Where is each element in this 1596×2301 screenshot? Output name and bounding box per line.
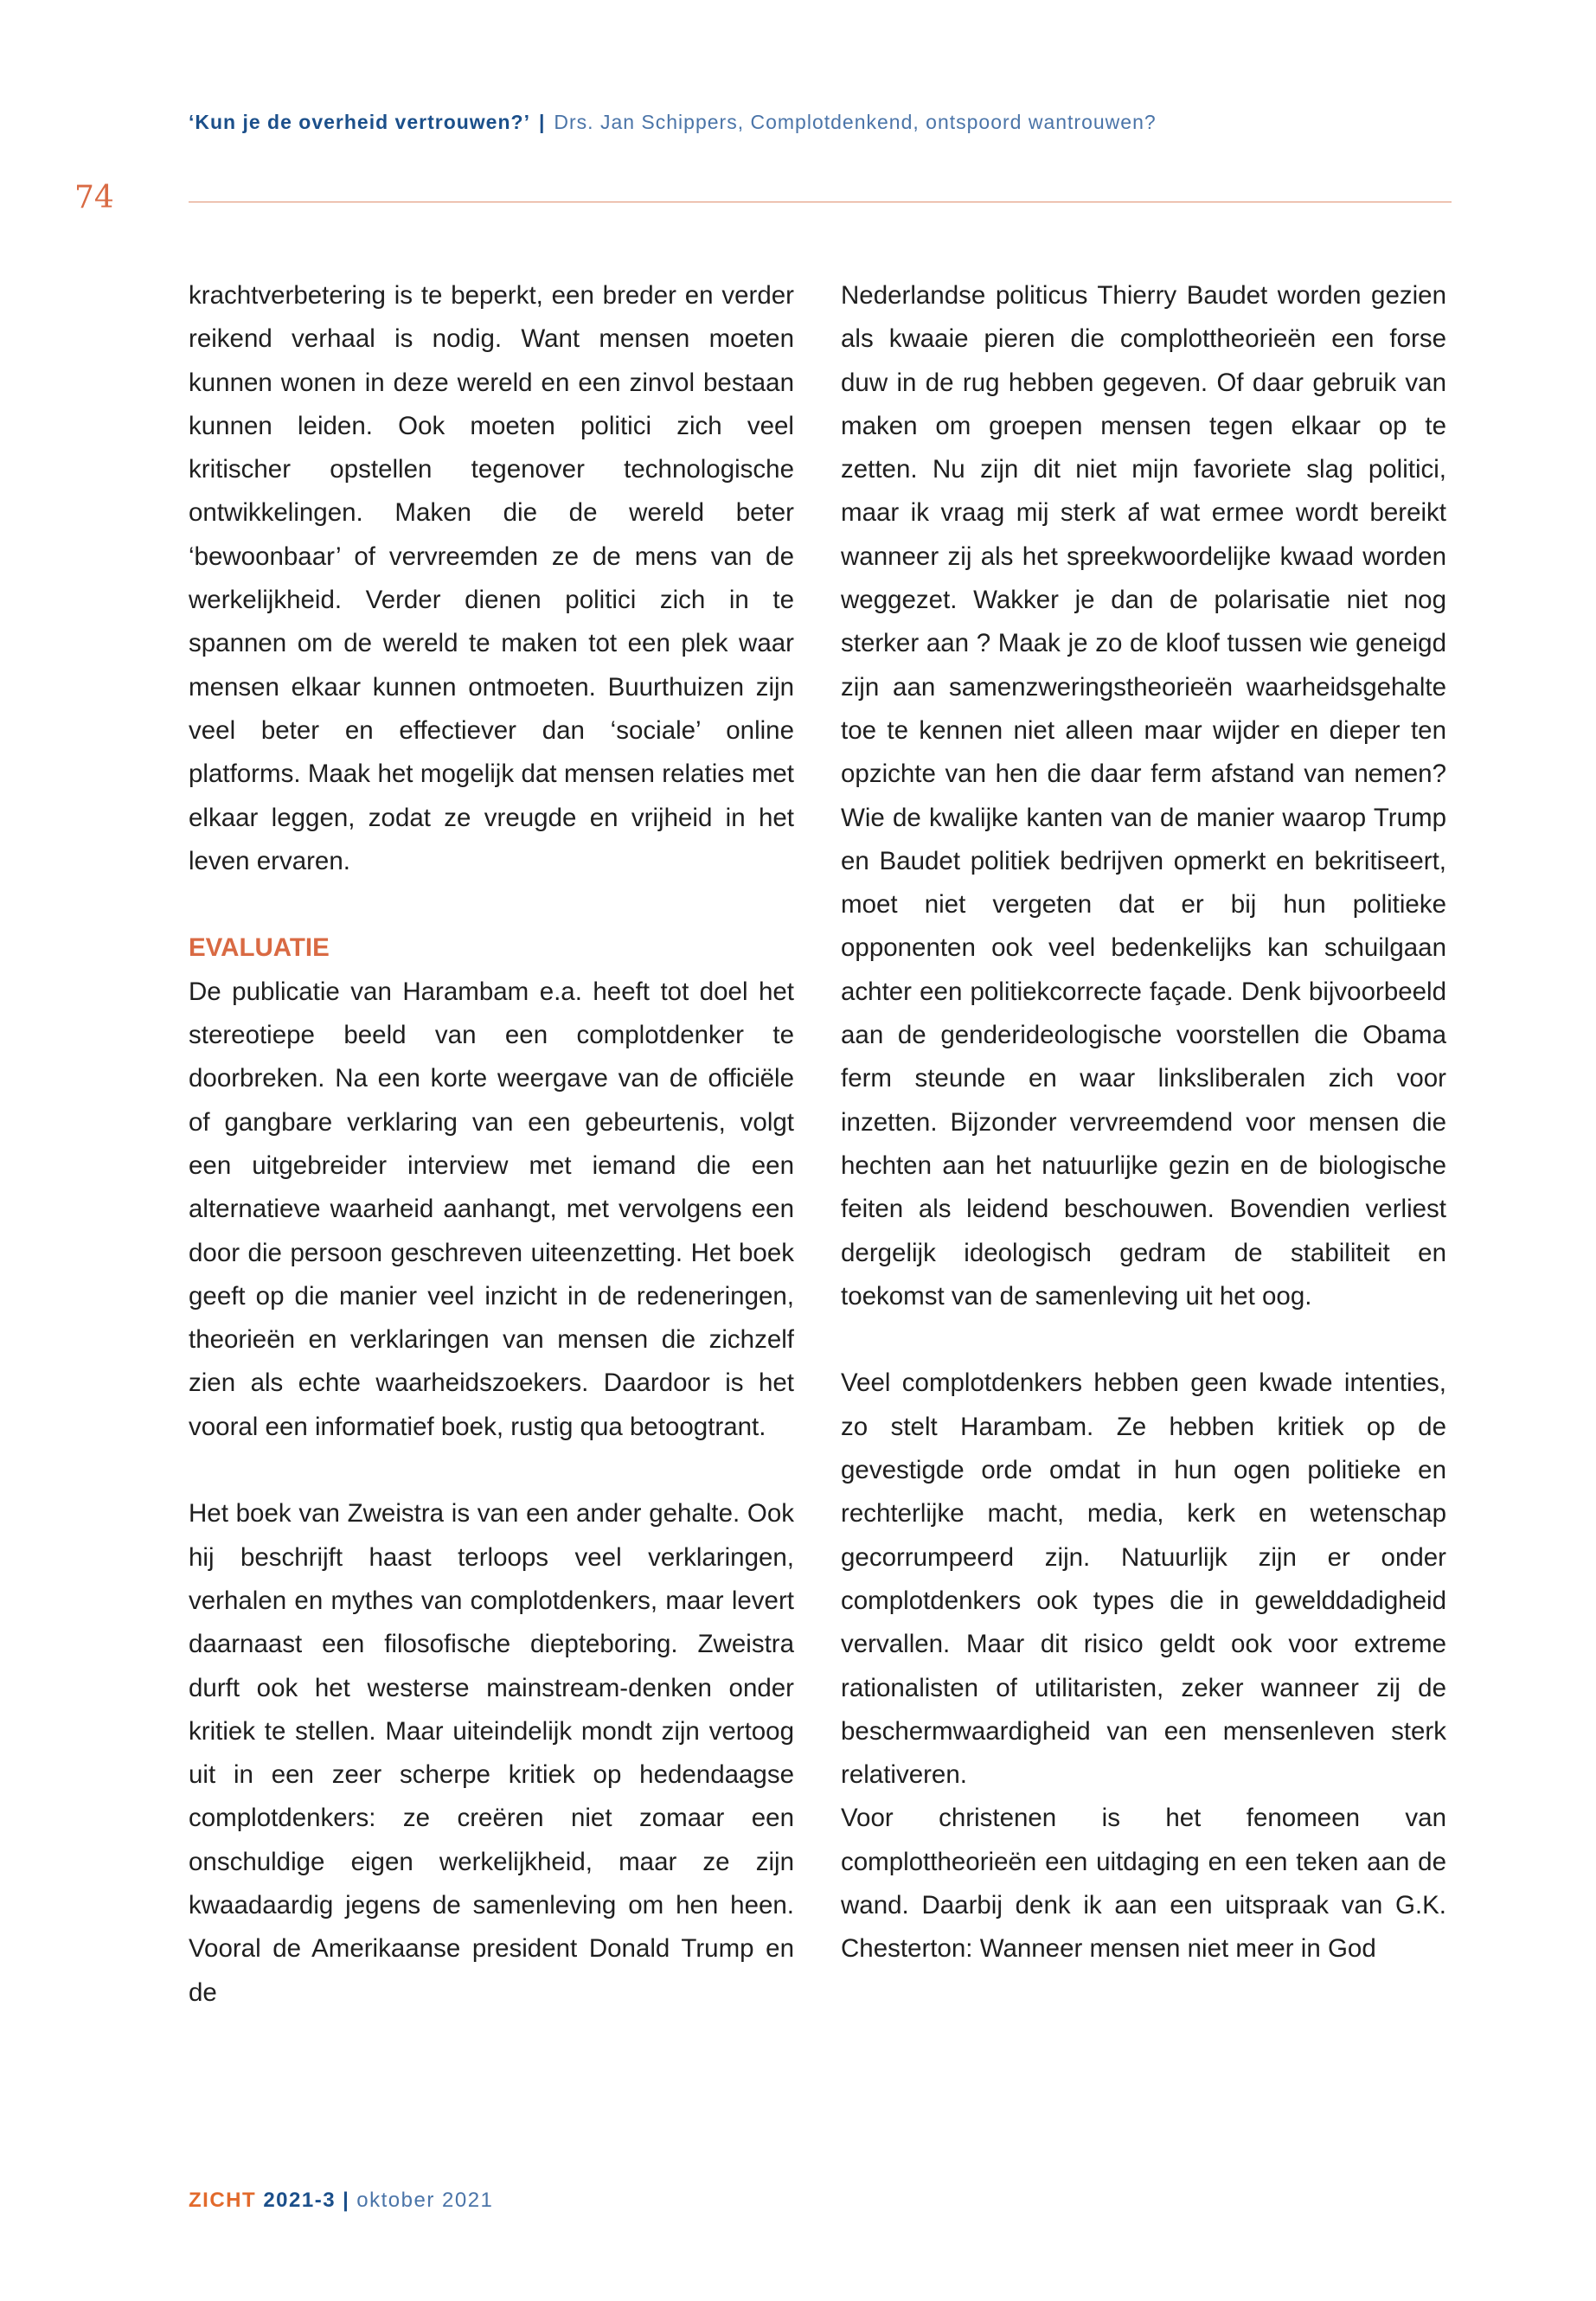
footer-date: oktober 2021: [356, 2189, 494, 2212]
header-subtitle: Drs. Jan Schippers, Complotdenkend, ontspoord wantrouwen?: [554, 111, 1157, 133]
footer-brand: ZICHT: [189, 2189, 257, 2212]
right-paragraph-1: Nederlandse politicus Thierry Baudet worden gezien als kwaaie pieren die complottheorieën een forse duw in de rug hebben gegeven. Of daar gebruik van maken om groepen mensen tegen elkaar op te zetten. Nu zijn dit niet mijn favoriete slag politici, maar ik vraag mij sterk af wat ermee wordt bereikt wanneer zij als het spreekwoordelijke kwaad worden weggezet. Wakker je dan de polarisatie niet nog sterker aan ? Maak je zo de kloof tussen wie geneigd zijn aan samenzweringstheorieën waarheidsgehalte toe te kennen niet alleen maar wijder en dieper ten opzichte van hen die daar ferm afstand van nemen? Wie de kwalijke kanten van de manier waarop Trump en Baudet politiek bedrijven opmerkt en bekritiseert, moet niet vergeten dat er bij hun politieke opponenten ook veel bedenkelijks kan schuilgaan achter een politiekcorrecte façade. Denk bijvoorbeeld aan de genderideologische voorstellen die Obama ferm steunde en waar linksliberalen zich voor inzetten. Bijzonder vervreemdend voor mensen die hechten aan het natuurlijke gezin en de biologische feiten als leidend beschouwen. Bovendien verliest dergelijk ideologisch gedram de stabiliteit en toekomst van de samenleving uit het oog.: [841, 281, 1446, 1311]
section-heading-evaluatie: EVALUATIE: [189, 933, 330, 963]
left-paragraph-1: krachtverbetering is te beperkt, een breder en verder reikend verhaal is nodig. Want mensen moeten kunnen wonen in deze wereld en een zinvol bestaan kunnen leiden. Ook moeten politici zich veel kritischer opstellen tegenover technologische ontwikkelingen. Maken die de wereld beter ‘bewoonbaar’ of vervreemden ze de mens van de werkelijkheid. Verder dienen politici zich in te spannen om de wereld te maken tot een plek waar mensen elkaar kunnen ontmoeten. Buurthuizen zijn veel beter en effectiever dan ‘sociale’ online platforms. Maak het mogelijk dat mensen relaties met elkaar leggen, zodat ze vreugde en vrijheid in het leven ervaren.: [189, 281, 794, 875]
right-column: [841, 274, 1446, 1971]
running-header: [189, 111, 1452, 134]
left-column: [189, 274, 794, 2015]
header-separator: |: [538, 111, 546, 133]
footer-separator: |: [343, 2189, 350, 2212]
page-footer: [189, 2189, 493, 2213]
page-number: 74: [74, 180, 114, 215]
left-paragraph-3: Het boek van Zweistra is van een ander gehalte. Ook hij beschrijft haast terloops veel verklaringen, verhalen en mythes van complotdenkers, maar levert daarnaast een filosofische diepteboring. Zweistra durft ook het westerse mainstream-denken onder kritiek te stellen. Maar uiteindelijk mondt zijn vertoog uit in een zeer scherpe kritiek op hedendaagse complotdenkers: ze creëren niet zomaar een onschuldige eigen werkelijkheid, maar ze zijn kwaadaardig jegens de samenleving om hen heen. Vooral de Amerikaanse president Donald Trump en de: [189, 1499, 794, 2007]
footer-issue: 2021-3: [263, 2189, 337, 2212]
header-title: ‘Kun je de overheid vertrouwen?’: [189, 111, 530, 133]
right-paragraph-2: Veel complotdenkers hebben geen kwade intenties, zo stelt Harambam. Ze hebben kritiek op de gevestigde orde omdat in hun ogen politieke en rechterlijke macht, media, kerk en wetenschap gecorrumpeerd zijn. Natuurlijk zijn er onder complotdenkers ook types die in gewelddadigheid vervallen. Maar dit risico geldt ook voor extreme rationalisten of utilitaristen, zeker wanneer zij de beschermwaardigheid van een mensenleven sterk relativeren.: [841, 1368, 1446, 1790]
right-paragraph-3: Voor christenen is het fenomeen van complottheorieën een uitdaging en een teken aan de wand. Daarbij denk ik aan een uitspraak van G.K. Chesterton: Wanneer mensen niet meer in God: [841, 1804, 1446, 1964]
left-paragraph-2: De publicatie van Harambam e.a. heeft tot doel het stereotiepe beeld van een complotdenker te doorbreken. Na een korte weergave van de officiële of gangbare verklaring van een gebeurtenis, volgt een uitgebreider interview met iemand die een alternatieve waarheid aanhangt, met vervolgens een door die persoon geschreven uiteenzetting. Het boek geeft op die manier veel inzicht in de redeneringen, theorieën en verklaringen van mensen die zichzelf zien als echte waarheidszoekers. Daardoor is het vooral een informatief boek, rustig qua betoogtrant.: [189, 977, 794, 1441]
